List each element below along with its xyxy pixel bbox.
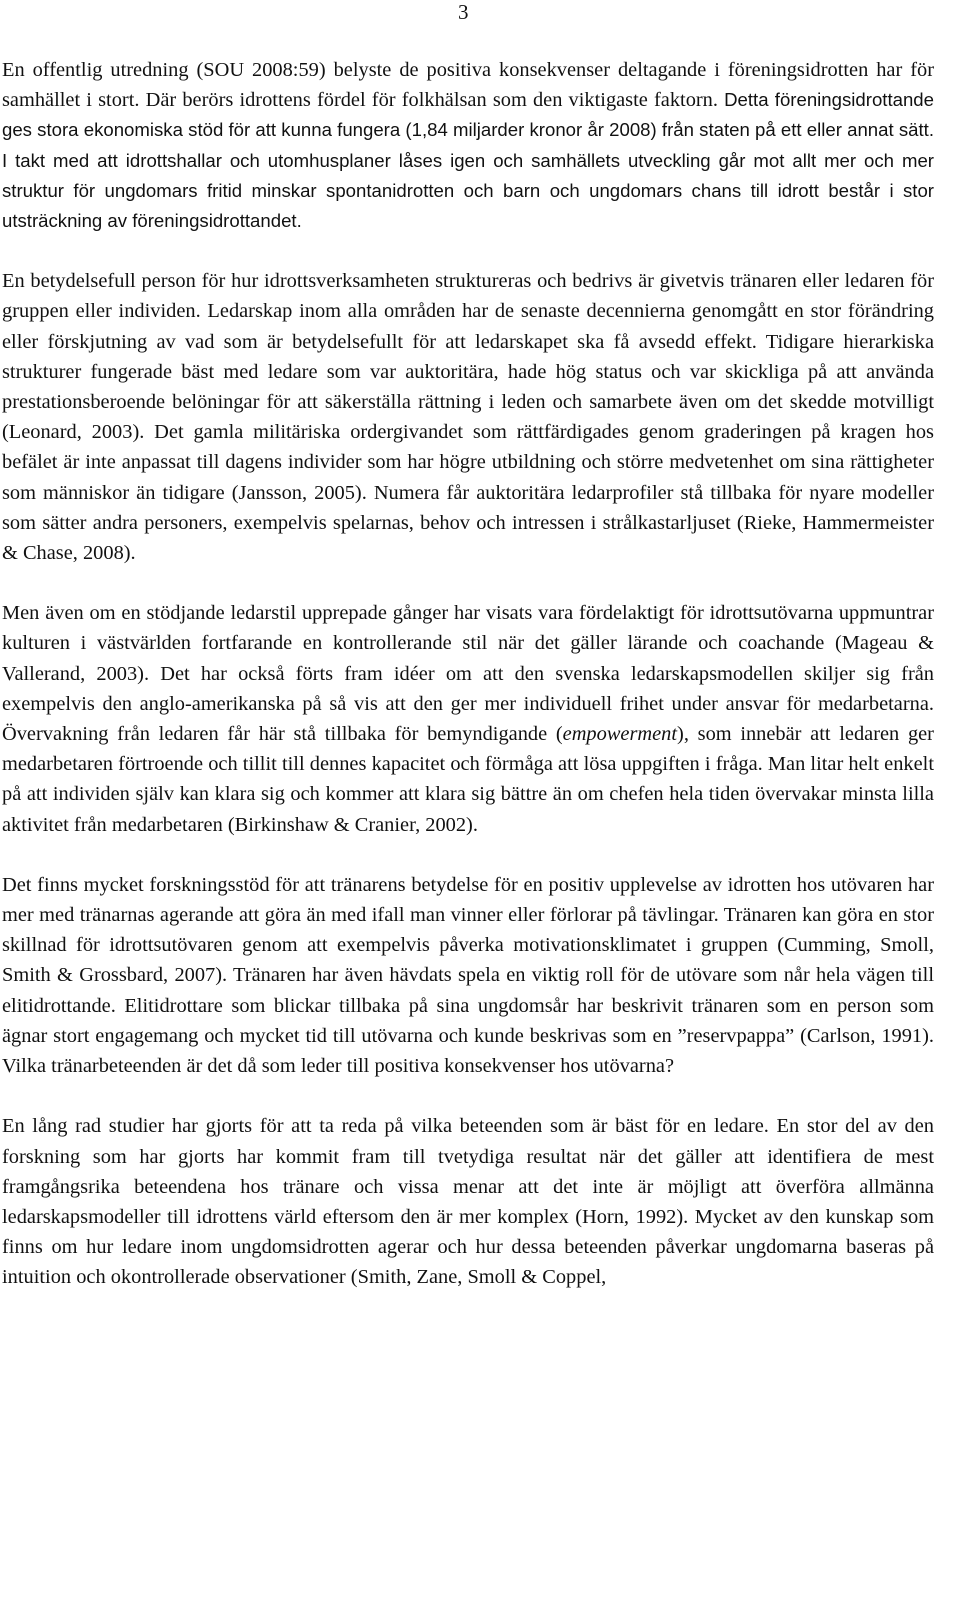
- page-number: 3: [458, 0, 469, 24]
- document-body: [2, 55, 934, 1293]
- paragraph-3-segment-3: ), som innebär att ledaren ger medarbetaren förtroende och tillit till dennes kapacitet och förmåga att lösa uppgiften i fråga. Man litar helt enkelt på att individen själv kan klara sig och kommer att klara sig bättre än om chefen hela tiden övervakar minsta lilla aktivitet från medarbetaren (Birkinshaw & Cranier, 2002).: [2, 723, 934, 836]
- paragraph-2-text: En betydelsefull person för hur idrottsverksamheten struktureras och bedrivs är givetvis tränaren eller ledaren för gruppen eller individen. Ledarskap inom alla områden har de senaste decennierna genomgått en stor förändring eller förskjutning av vad som är betydelsefullt för att ledarskapet ska få avsedd effekt. Tidigare hierarkiska strukturer fungerade bäst med ledare som var auktoritära, hade hög status och var skickliga på att använda prestationsberoende belöningar för att säkerställa rättning i leden och samarbete även om det skedde motvilligt (Leonard, 2003). Det gamla militäriska ordergivandet som rättfärdigades genom graderingen på kragen hos befälet är inte anpassat till dagens individer som har högre utbildning och större medvetenhet om sina rättigheter som människor än tidigare (Jansson, 2005). Numera får auktoritära ledarprofiler stå tillbaka för nyare modeller som sätter andra personers, exempelvis spelarnas, behov och intressen i strålkastarljuset (Rieke, Hammermeister & Chase, 2008).: [2, 270, 934, 565]
- paragraph-4-text: Det finns mycket forskningsstöd för att tränarens betydelse för en positiv upplevelse av idrotten hos utövaren har mer med tränarnas agerande att göra än med ifall man vinner eller förlorar på tävlingar. Tränaren kan göra en stor skillnad för idrottsutövaren genom att exempelvis påverka motivationsklimatet i gruppen (Cumming, Smoll, Smith & Grossbard, 2007). Tränaren har även hävdats spela en viktig roll för de utövare som når hela vägen till elitidrottande. Elitidrottare som blickar tillbaka på sina ungdomsår har beskrivit tränaren som en person som ägnar stort engagemang och mycket tid till utövarna och kunde beskrivas som en ”reservpappa” (Carlson, 1991). Vilka tränarbeteenden är det då som leder till positiva konsekvenser hos utövarna?: [2, 873, 934, 1078]
- paragraph-1-segment-2: Detta föreningsidrottande ges stora ekonomiska stöd för att kunna fungera (1,84 miljarder kronor år 2008) från staten på ett eller annat sätt. I takt med att idrottshallar och utomhusplaner låses igen och samhällets utveckling går mot allt mer och mer struktur för ungdomars fritid minskar spontanidrotten och barn och ungdomars chans till idrott består i stor utsträckning av föreningsidrottandet.: [2, 89, 934, 232]
- paragraph-5-text: En lång rad studier har gjorts för att ta reda på vilka beteenden som är bäst för en ledare. En stor del av den forskning som har gjorts har kommit fram till tvetydiga resultat när det gäller att identifiera de mest framgångsrika beteendena hos tränare och vissa menar att det inte är möjligt att överföra allmänna ledarskapsmodeller till idrottens värld eftersom den är mer komplex (Horn, 1992). Mycket av den kunskap som finns om hur ledare inom ungdomsidrotten agerar och hur dessa beteenden påverkar ungdomarna baseras på intuition och okontrollerade observationer (Smith, Zane, Smoll & Coppel,: [2, 1115, 934, 1289]
- paragraph-5: [2, 1111, 934, 1292]
- paragraph-1-segment-1: En offentlig utredning (SOU 2008:59) belyste de positiva konsekvenser deltagande i föreningsidrotten har för samhället i stort. Där berörs idrottens fördel för folkhälsan som den viktigaste faktorn.: [2, 59, 934, 112]
- paragraph-1: [2, 55, 934, 236]
- paragraph-3-segment-1: Men även om en stödjande ledarstil upprepade gånger har visats vara fördelaktigt för idrottsutövarna uppmuntrar kulturen i västvärlden fortfarande en kontrollerande stil när det gäller lärande och coachande (Mageau & Vallerand, 2003). Det har också förts fram idéer om att den svenska ledarskapsmodellen skiljer sig från exempelvis den anglo-amerikanska på så vis att den ger mer individuell frihet under ansvar för medarbetarna. Övervakning från ledaren får här stå tillbaka för bemyndigande (: [2, 602, 934, 746]
- paragraph-3: [2, 598, 934, 840]
- paragraph-4: [2, 870, 934, 1081]
- paragraph-2: [2, 266, 934, 568]
- paragraph-3-italic-term: empowerment: [562, 723, 678, 746]
